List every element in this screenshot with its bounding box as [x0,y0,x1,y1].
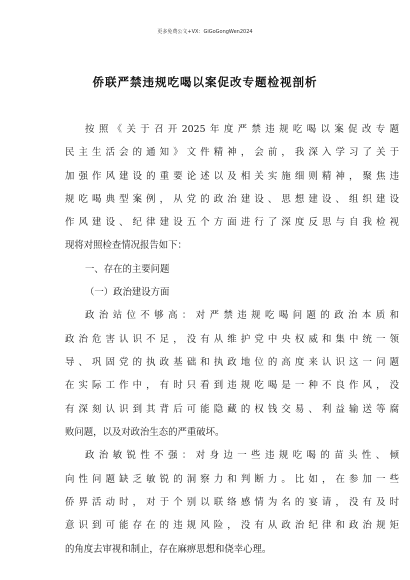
body-line: 民主生活会的通知》文件精神，会前，我深入学习了关于 [65,147,399,158]
body-line: 败问题，以及对政治生态的严重破坏。 [65,427,225,438]
body-line: 导、巩固党的执政基础和执政地位的高度来认识这一问题 [65,357,399,368]
body-line: 加强作风建设的重要论述以及相关实施细则精神，聚焦违 [65,171,399,182]
body-line: 向性问题缺乏敏锐的洞察力和判断力。比如，在参加一些 [65,474,399,485]
section-heading: 一、存在的主要问题 [85,264,170,275]
body-line: 意识到可能存在的违规风险，没有从政治纪律和政治规矩 [65,520,399,531]
body-line: 按照《关于召开2025年度严禁违规吃喝以案促改专题 [85,124,399,135]
document-title: 侨联严禁违规吃喝以案促改专题检视剖析 [92,75,318,89]
body-line: 规吃喝典型案例，从党的政治建设、思想建设、组织建设 [65,194,399,205]
subsection-heading: （一）政治建设方面 [85,287,170,298]
body-line: 政治危害认识不足，没有从维护党中央权威和集中统一领 [65,334,399,345]
body-line: 有深刻认识到其背后可能隐藏的权钱交易、利益输送等腐 [65,404,399,415]
body-line: 政治敏锐性不强：对身边一些违规吃喝的苗头性、倾 [85,450,399,461]
body-line: 政治站位不够高：对严禁违规吃喝问题的政治本质和 [85,310,399,321]
body-line: 在实际工作中，有时只看到违规吃喝是一种不良作风，没 [65,380,399,391]
body-line: 现将对照检查情况报告如下： [65,240,187,251]
header-note: 更多免费公文+VX：GiGoGongWen2024 [157,29,253,35]
body-line: 作风建设、纪律建设五个方面进行了深度反思与自我检视 [65,217,399,228]
body-line: 的角度去审视和制止，存在麻痹思想和侥幸心理。 [65,544,272,555]
body-line: 侨界活动时，对于个别以联络感情为名的宴请，没有及时 [65,497,399,508]
